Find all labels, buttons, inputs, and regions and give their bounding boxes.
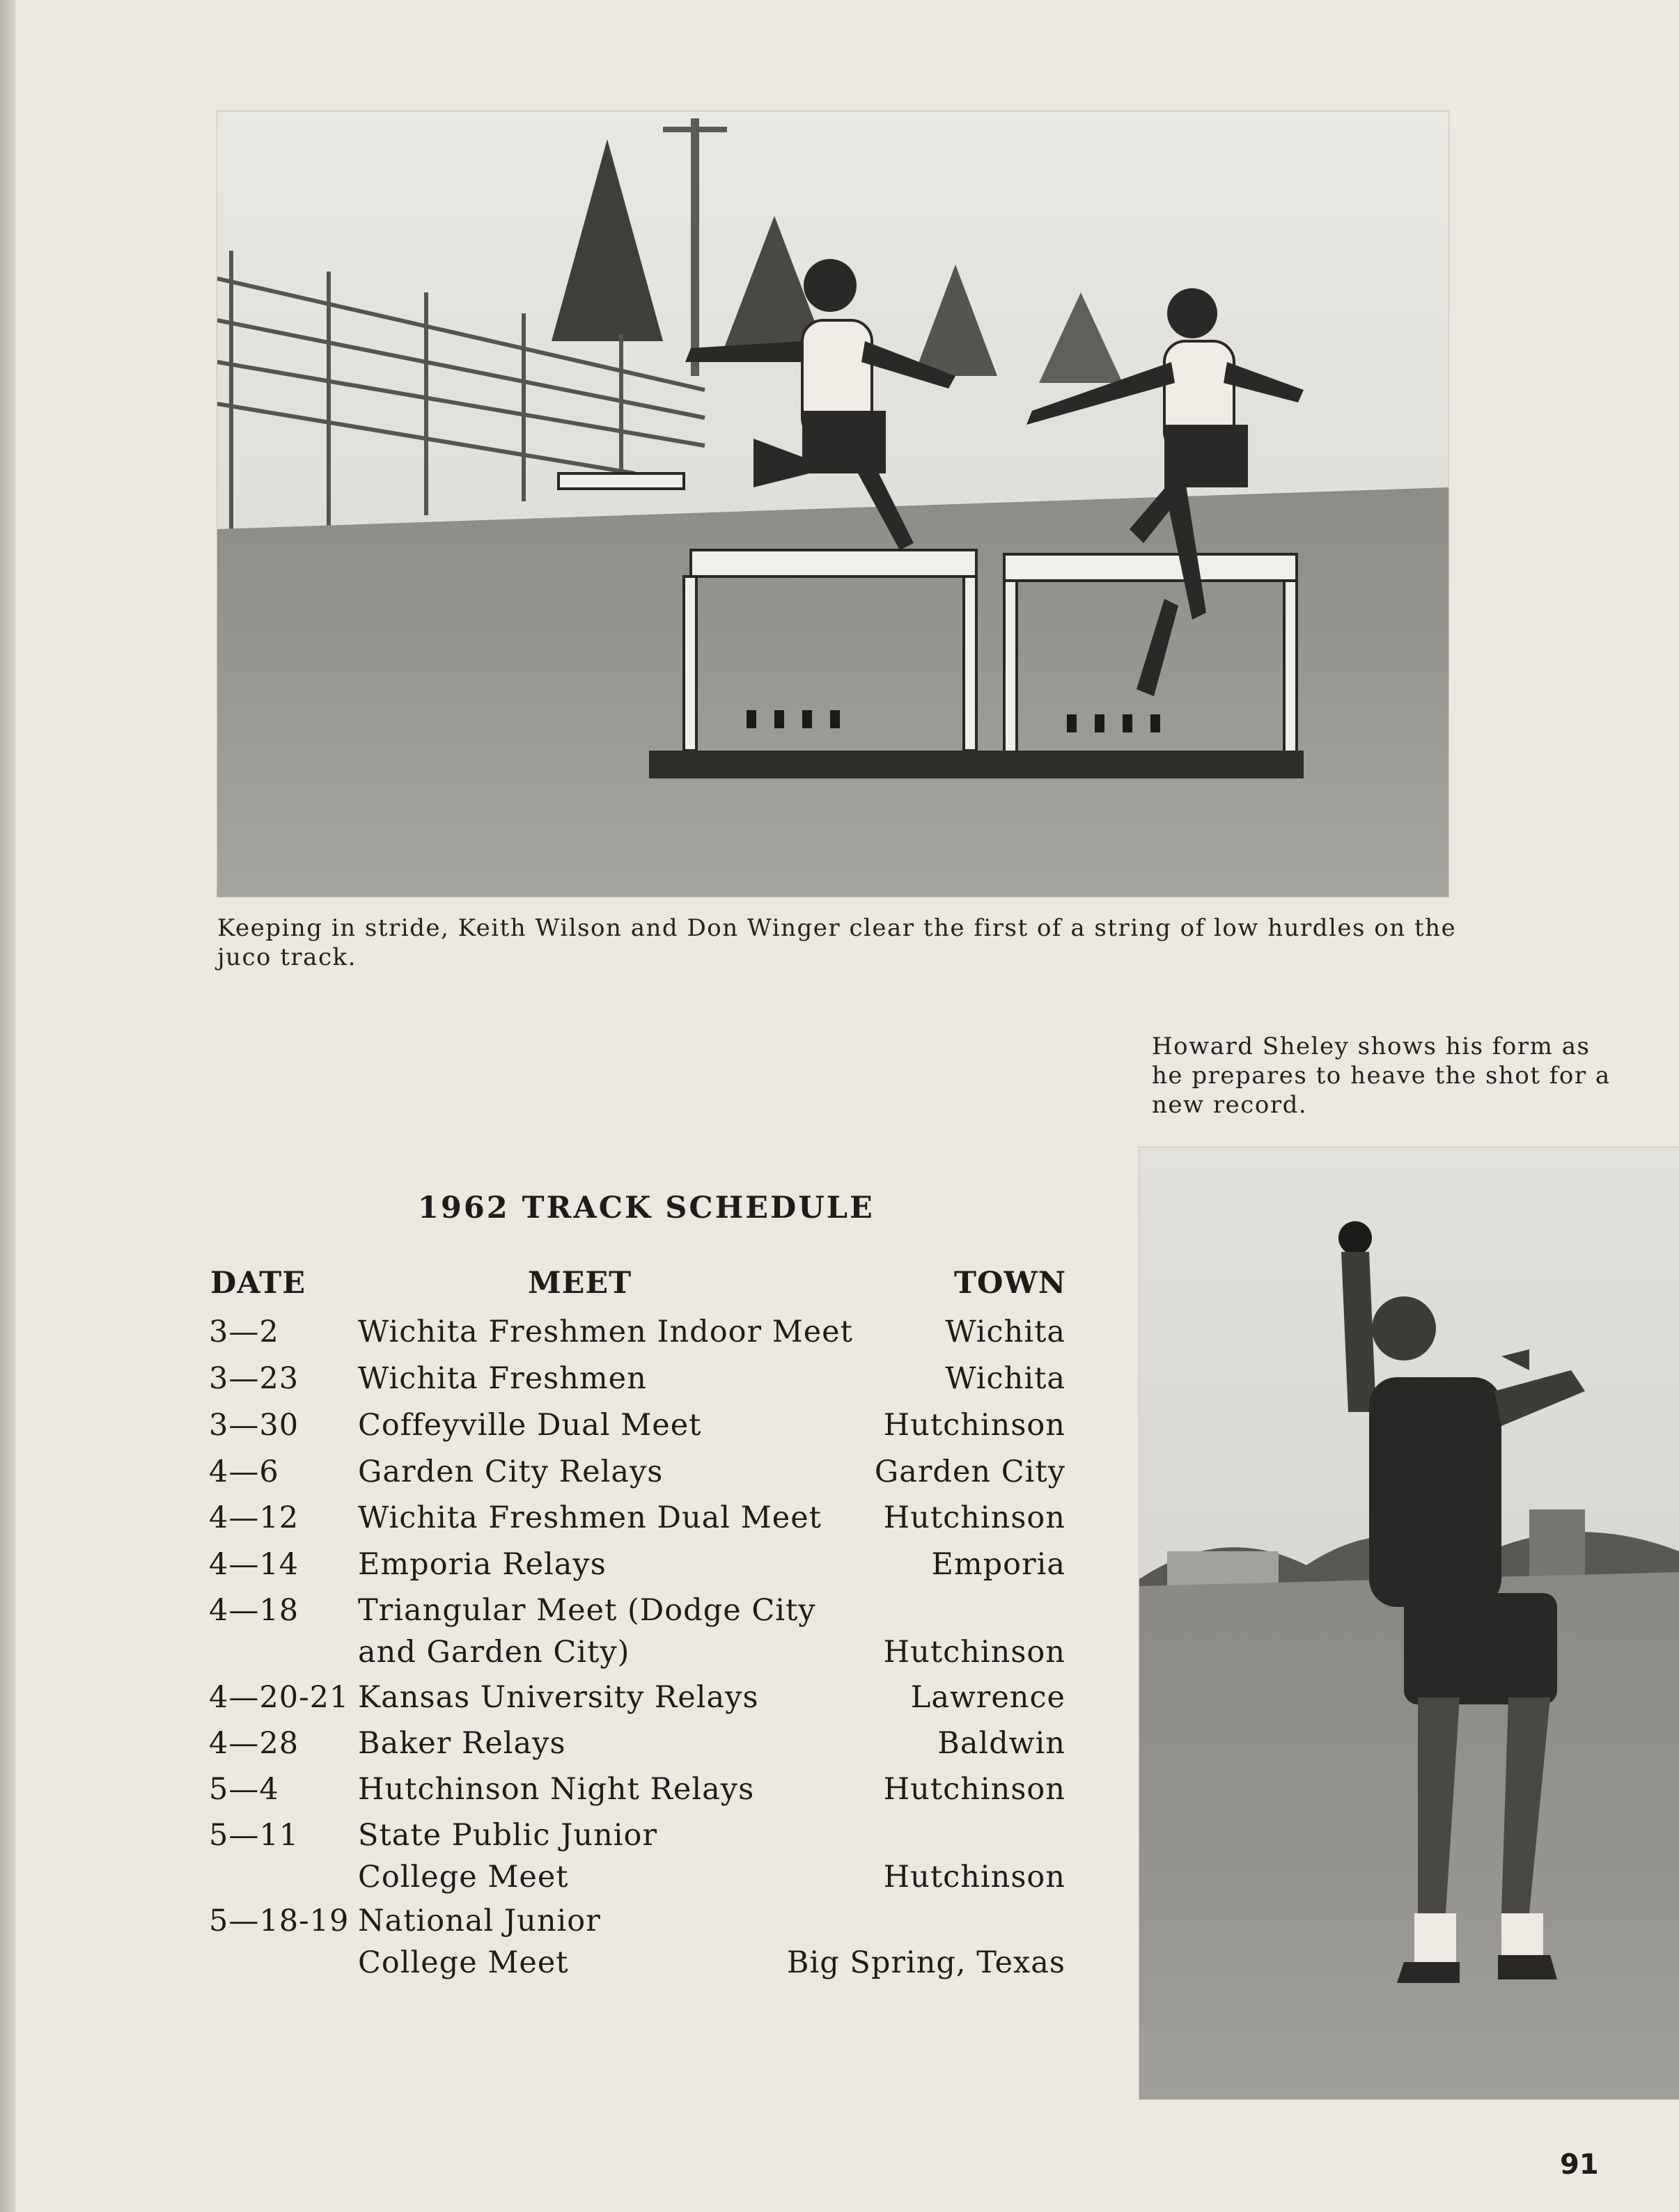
schedule-town: Hutchinson (883, 1860, 1065, 1895)
schedule-town: Hutchinson (883, 1500, 1065, 1535)
schedule-date: 4—18 (209, 1593, 299, 1628)
page-number: 91 (1560, 2149, 1599, 2181)
hurdles-caption: Keeping in stride, Keith Wilson and Don Winger clear the first of a string of low hurdles on the juco track. (217, 914, 1457, 971)
schedule-meet (358, 1590, 859, 1673)
schedule-meet-line: Kansas University Relays (358, 1680, 759, 1715)
schedule-meet-line: Baker Relays (358, 1726, 566, 1761)
schedule-meet-line: College Meet (358, 1860, 569, 1895)
schedule-date: 5—18-19 (209, 1904, 350, 1938)
schedule-town: Hutchinson (883, 1772, 1065, 1807)
schedule-meet (358, 1768, 859, 1810)
schedule-date: 5—11 (209, 1818, 299, 1853)
shotput-caption: Howard Sheley shows his form as he prepares to heave the shot for a new record. (1152, 1033, 1611, 1119)
schedule-town: Wichita (945, 1361, 1065, 1396)
schedule-meet (358, 1900, 859, 1984)
schedule-date: 4—14 (209, 1547, 299, 1582)
schedule-date: 3—23 (209, 1361, 299, 1396)
schedule-title: 1962 TRACK SCHEDULE (418, 1191, 875, 1225)
schedule-meet (358, 1814, 859, 1898)
schedule-meet-line: College Meet (358, 1945, 569, 1980)
schedule-date: 4—12 (209, 1500, 299, 1535)
schedule-meet (358, 1311, 859, 1353)
schedule-town: Big Spring, Texas (786, 1945, 1065, 1980)
schedule-date: 3—30 (209, 1408, 299, 1443)
schedule-meet (358, 1451, 859, 1493)
schedule-date: 4—6 (209, 1454, 279, 1489)
schedule-meet (358, 1677, 859, 1718)
schedule-meet-line: Triangular Meet (Dodge City (358, 1593, 816, 1628)
schedule-header-town: TOWN (954, 1266, 1067, 1301)
schedule-date: 4—28 (209, 1726, 299, 1761)
schedule-date: 3—2 (209, 1315, 279, 1349)
schedule-town: Hutchinson (883, 1635, 1065, 1670)
schedule-meet-line: State Public Junior (358, 1818, 657, 1853)
schedule-town: Baldwin (937, 1726, 1065, 1761)
schedule-meet (358, 1497, 859, 1539)
schedule-meet-line: National Junior (358, 1904, 601, 1938)
page-binding-edge (0, 0, 15, 2212)
schedule-meet (358, 1358, 859, 1399)
hurdles-photo (217, 111, 1448, 897)
schedule-meet-line: Garden City Relays (358, 1454, 664, 1489)
schedule-meet-line: Coffeyville Dual Meet (358, 1408, 702, 1443)
schedule-meet-line: Emporia Relays (358, 1547, 607, 1582)
schedule-header-date: DATE (210, 1266, 306, 1301)
schedule-meet (358, 1723, 859, 1764)
schedule-date: 5—4 (209, 1772, 279, 1807)
schedule-town: Emporia (931, 1547, 1065, 1582)
schedule-town: Wichita (945, 1315, 1065, 1349)
schedule-meet-line: Wichita Freshmen (358, 1361, 647, 1396)
schedule-meet-line: Wichita Freshmen Dual Meet (358, 1500, 822, 1535)
schedule-town: Lawrence (910, 1680, 1065, 1715)
schedule-town: Garden City (874, 1454, 1065, 1489)
schedule-meet-line: Hutchinson Night Relays (358, 1772, 755, 1807)
shotput-photo (1139, 1147, 1679, 2099)
schedule-town: Hutchinson (883, 1408, 1065, 1443)
schedule-date: 4—20-21 (209, 1680, 350, 1715)
schedule-meet (358, 1544, 859, 1585)
schedule-meet-line: and Garden City) (358, 1635, 630, 1670)
schedule-meet-line: Wichita Freshmen Indoor Meet (358, 1315, 853, 1349)
schedule-header-meet: MEET (528, 1266, 632, 1301)
schedule-meet (358, 1404, 859, 1446)
